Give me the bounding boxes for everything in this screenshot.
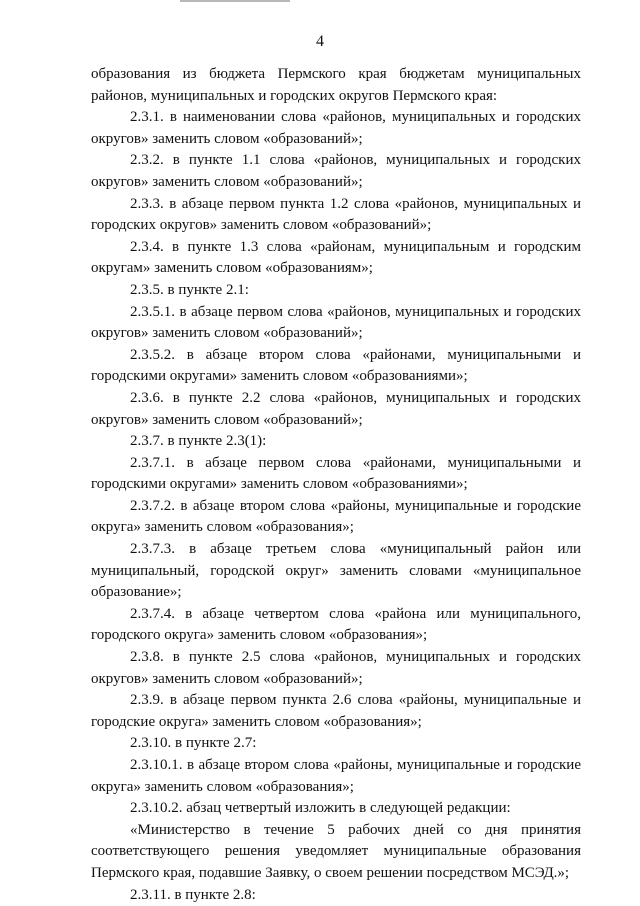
paragraph-1: образования из бюджета Пермского края бюджетам муниципальных районов, муниципальных и городских округов Пермского края: — [91, 66, 581, 104]
paragraph-18: 2.3.10.1. в абзаце втором слова «районы, муниципальные и городские округа» заменить словом «образования»; — [91, 757, 581, 795]
paragraph-19: 2.3.10.2. абзац четвертый изложить в следующей редакции: — [130, 800, 511, 817]
paragraph-7: 2.3.5.1. в абзаце первом слова «районов, муниципальных и городских округов» заменить словом «образований»; — [91, 303, 581, 342]
paragraph-3: 2.3.2. в пункте 1.1 слова «районов, муниципальных и городских округов» заменить словом «образований»; — [91, 152, 581, 190]
paragraph-12: 2.3.7.2. в абзаце втором слова «районы, муниципальные и городские округа» заменить словом «образования»; — [91, 497, 581, 536]
page-number: 4 — [316, 33, 324, 50]
paragraph-21: 2.3.11. в пункте 2.8: — [130, 886, 256, 903]
paragraph-11: 2.3.7.1. в абзаце первом слова «районами, муниципальными и городскими округами» заменить словом «образованиями»; — [91, 454, 581, 493]
paragraph-2: 2.3.1. в наименовании слова «районов, муниципальных и городских округов» заменить словом «образований»; — [91, 109, 581, 147]
paragraph-20: «Министерство в течение 5 рабочих дней со дня принятия соответствующего решения уведомляет муниципальные образования Пермского края, подавшие Заявку, о своем решении посредством МСЭД.»; — [91, 821, 581, 881]
paragraph-10: 2.3.7. в пункте 2.3(1): — [130, 433, 267, 450]
paragraph-8: 2.3.5.2. в абзаце втором слова «районами, муниципальными и городскими округами» заменить словом «образованиями»; — [91, 346, 581, 385]
paragraph-6: 2.3.5. в пункте 2.1: — [130, 281, 249, 298]
paragraph-14: 2.3.7.4. в абзаце четвертом слова «района или муниципального, городского округа» заменить словом «образования»; — [91, 605, 581, 644]
paragraph-9: 2.3.6. в пункте 2.2 слова «районов, муниципальных и городских округов» заменить словом «образований»; — [91, 389, 581, 428]
paragraph-15: 2.3.8. в пункте 2.5 слова «районов, муниципальных и городских округов» заменить словом «образований»; — [91, 649, 581, 687]
paragraph-17: 2.3.10. в пункте 2.7: — [130, 735, 257, 752]
top-edge-mark — [180, 0, 290, 2]
paragraph-16: 2.3.9. в абзаце первом пункта 2.6 слова «районы, муниципальные и городские округа» заменить словом «образования»; — [91, 692, 581, 730]
paragraph-13: 2.3.7.3. в абзаце третьем слова «муниципальный район или муниципальный, городской округ» заменить словами «муниципальное образование»; — [91, 541, 581, 601]
paragraph-5: 2.3.4. в пункте 1.3 слова «районам, муниципальным и городским округам» заменить словом «образованиям»; — [91, 238, 581, 277]
paragraph-4: 2.3.3. в абзаце первом пункта 1.2 слова «районов, муниципальных и городских округов» заменить словом «образований»; — [91, 195, 581, 234]
document-body — [91, 64, 581, 906]
